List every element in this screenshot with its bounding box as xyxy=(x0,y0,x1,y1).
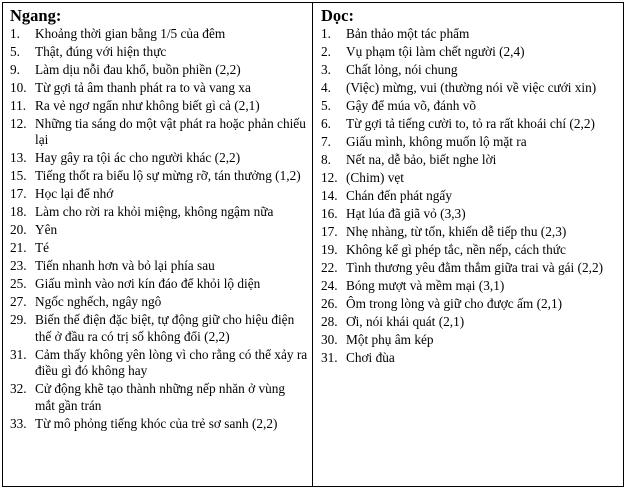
across-clue xyxy=(10,98,308,114)
clue-number: 5. xyxy=(10,44,20,59)
clue-number: 13. xyxy=(10,150,27,166)
clue-text: Khoảng thời gian bằng 1/5 của đêm xyxy=(35,26,226,41)
clue-text: Tiến nhanh hơn và bỏ lại phía sau xyxy=(35,258,215,274)
clue-number: 12. xyxy=(321,170,338,185)
clue-number: 21. xyxy=(10,240,27,256)
across-heading: Ngang: xyxy=(10,6,62,25)
across-clue xyxy=(10,240,308,256)
down-clue xyxy=(321,224,619,240)
clue-text: Từ mô phỏng tiếng khóc của trẻ sơ sanh (2,2) xyxy=(35,415,278,431)
down-clue xyxy=(321,80,619,96)
clue-text: Chán đến phát ngấy xyxy=(346,188,452,203)
clue-text: Học lại để nhớ xyxy=(35,186,114,202)
clue-number: 7. xyxy=(321,134,331,149)
clue-text: Từ gợi tả âm thanh phát ra to và vang xa xyxy=(35,80,251,95)
clue-text: Làm cho rời ra khỏi miệng, không ngậm nữa xyxy=(35,204,274,220)
down-clue xyxy=(321,98,619,114)
clue-number: 16. xyxy=(321,206,338,221)
clue-text: Chất lỏng, nói chung xyxy=(346,62,458,77)
clue-number: 1. xyxy=(321,26,331,41)
clue-number: 25. xyxy=(10,276,27,292)
clue-text: Ôm trong lòng và giữ cho được ấm (2,1) xyxy=(346,296,563,311)
down-clue xyxy=(321,242,619,258)
clue-number: 3. xyxy=(321,62,331,77)
across-clue xyxy=(10,222,308,238)
clue-number: 2. xyxy=(321,44,331,59)
down-clue xyxy=(321,350,619,366)
clue-number: 32. xyxy=(10,381,27,397)
clue-text: Ngốc nghếch, ngây ngô xyxy=(35,294,162,310)
clue-text: Một phụ âm kép xyxy=(346,332,434,347)
clue-text: Chơi đùa xyxy=(346,350,395,365)
down-clue xyxy=(321,314,619,330)
clue-text: Giấu mình vào nơi kín đáo để khỏi lộ diện xyxy=(35,276,261,292)
clue-number: 24. xyxy=(321,278,338,293)
clue-number: 31. xyxy=(10,346,27,362)
clue-text: Cảm thấy không yên lòng vì cho rằng có thể xảy ra điều gì đó không hay xyxy=(35,346,308,379)
across-clue xyxy=(10,381,308,414)
clue-text: Nết na, dễ bảo, biết nghe lời xyxy=(346,152,497,167)
down-clue xyxy=(321,170,619,186)
clue-text: Bản thảo một tác phẩm xyxy=(346,26,470,41)
down-clue xyxy=(321,332,619,348)
down-clue xyxy=(321,296,619,312)
clue-number: 28. xyxy=(321,314,338,329)
clue-text: Cử động khẽ tạo thành những nếp nhăn ở vùng mắt gần trán xyxy=(35,381,286,413)
across-clue xyxy=(10,347,308,380)
clue-number: 26. xyxy=(321,296,338,311)
down-column xyxy=(313,3,623,486)
clue-number: 33. xyxy=(10,415,27,431)
down-clue xyxy=(321,206,619,222)
clue-number: 23. xyxy=(10,258,27,274)
clue-number: 31. xyxy=(321,350,338,365)
clue-text: Té xyxy=(35,240,50,256)
clue-text: Tình thương yêu đằm thắm giữa trai và gái (2,2) xyxy=(346,260,604,275)
clue-text: Biến thế điện đặc biệt, tự động giữ cho hiệu điện thế ở đầu ra có trị số không đổi (2,2) xyxy=(35,312,295,344)
clue-number: 4. xyxy=(321,80,331,95)
clue-text: Yên xyxy=(35,222,58,238)
clue-number: 5. xyxy=(321,98,331,113)
clue-text: Làm dịu nỗi đau khổ, buồn phiền (2,2) xyxy=(35,62,241,77)
clue-text: Không kể gì phép tắc, nền nếp, cách thức xyxy=(346,242,566,257)
down-clue xyxy=(321,152,619,168)
clue-number: 10. xyxy=(10,80,27,95)
clue-text: Vụ phạm tội làm chết người (2,4) xyxy=(346,44,525,59)
down-clue xyxy=(321,44,619,60)
across-clue xyxy=(10,26,308,42)
clue-number: 18. xyxy=(10,204,27,220)
down-clue xyxy=(321,116,619,132)
clue-number: 14. xyxy=(321,188,338,203)
across-clue-list xyxy=(10,26,308,432)
across-clue xyxy=(10,62,308,78)
clue-text: Nhẹ nhàng, từ tốn, khiến dễ tiếp thu (2,3) xyxy=(346,224,567,239)
down-clue xyxy=(321,62,619,78)
down-clue xyxy=(321,278,619,294)
clue-number: 12. xyxy=(10,116,27,131)
clue-number: 17. xyxy=(321,224,338,239)
clue-text: (Việc) mừng, vui (thường nói về việc cưới xin) xyxy=(346,80,597,95)
across-clue xyxy=(10,258,308,274)
clue-text: Ra vẻ ngơ ngẩn như không biết gì cả (2,1) xyxy=(35,98,260,113)
down-heading: Dọc: xyxy=(321,6,354,25)
down-clue xyxy=(321,134,619,150)
clue-text: Gậy để múa võ, đánh võ xyxy=(346,98,476,113)
clue-number: 11. xyxy=(10,98,27,113)
clue-text: Giấu mình, không muốn lộ mặt ra xyxy=(346,134,527,149)
across-clue xyxy=(10,150,308,166)
clue-number: 22. xyxy=(321,260,338,275)
clue-text: (Chim) vẹt xyxy=(346,170,404,185)
clue-number: 6. xyxy=(321,116,331,131)
down-clue xyxy=(321,26,619,42)
clue-text: Từ gợi tả tiếng cười to, tỏ ra rất khoái chí (2,2) xyxy=(346,116,595,131)
clue-number: 19. xyxy=(321,242,338,257)
clue-number: 15. xyxy=(10,168,27,184)
across-clue xyxy=(10,116,308,149)
clue-text: Bóng mượt và mềm mại (3,1) xyxy=(346,278,505,293)
across-clue xyxy=(10,186,308,202)
down-clue xyxy=(321,188,619,204)
clue-number: 8. xyxy=(321,152,331,167)
clue-number: 27. xyxy=(10,294,27,310)
clue-text: Hay gây ra tội ác cho người khác (2,2) xyxy=(35,150,241,166)
across-clue xyxy=(10,44,308,60)
across-clue xyxy=(10,204,308,220)
clue-number: 17. xyxy=(10,186,27,202)
across-clue xyxy=(10,168,308,184)
clue-number: 1. xyxy=(10,26,20,41)
clue-text: Thật, đúng với hiện thực xyxy=(35,44,167,59)
clue-table xyxy=(2,2,624,487)
clue-text: Những tia sáng do một vật phát ra hoặc phản chiếu lại xyxy=(35,116,306,148)
down-clue-list xyxy=(321,26,619,366)
clue-number: 30. xyxy=(321,332,338,347)
clue-number: 20. xyxy=(10,222,27,238)
clue-number: 9. xyxy=(10,62,20,77)
clue-number: 29. xyxy=(10,312,27,328)
across-column xyxy=(3,3,313,486)
across-clue xyxy=(10,276,308,292)
across-clue xyxy=(10,80,308,96)
clue-text: Hạt lúa đã giã vỏ (3,3) xyxy=(346,206,466,221)
across-clue xyxy=(10,416,308,432)
down-clue xyxy=(321,260,619,276)
across-clue xyxy=(10,294,308,310)
across-clue xyxy=(10,312,308,345)
clue-text: Ơi, nói khái quát (2,1) xyxy=(346,314,465,329)
clue-text: Tiếng thốt ra biểu lộ sự mừng rỡ, tán thưởng (1,2) xyxy=(35,168,301,184)
